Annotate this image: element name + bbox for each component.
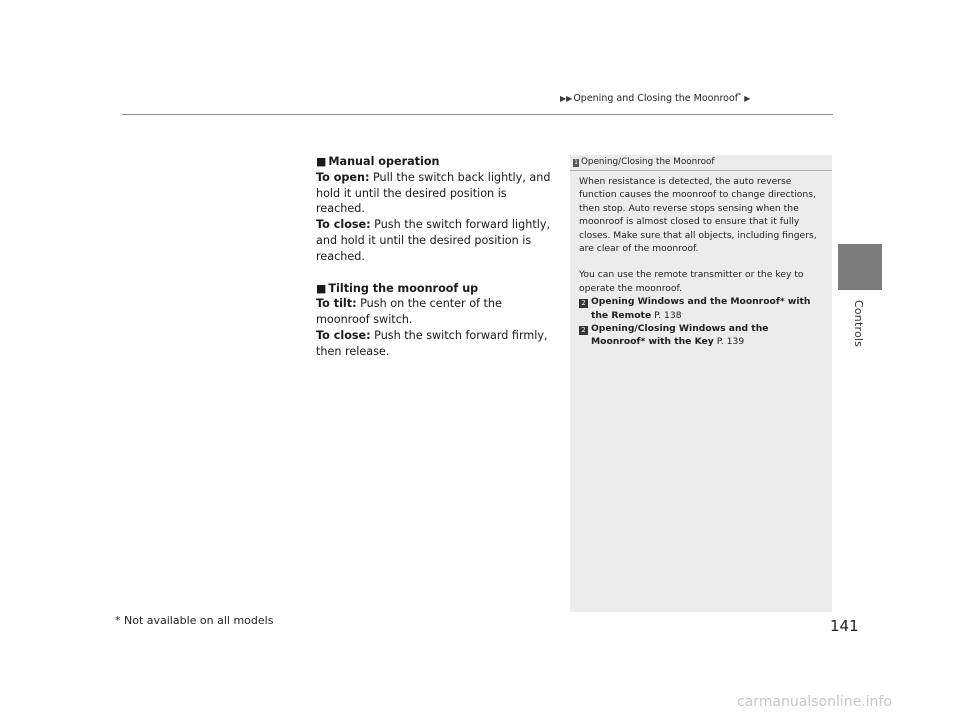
note-marker-icon: 1: [574, 159, 578, 166]
footnote: * Not available on all models: [115, 614, 274, 627]
section-heading-tilt: ■ Tilting the moonroof up: [316, 281, 479, 295]
breadcrumb-text: Opening and Closing the Moonroof: [573, 93, 739, 105]
main-content: [316, 154, 556, 360]
chapter-label: Controls: [852, 300, 865, 348]
xref-arrow-icon: 2: [579, 299, 588, 308]
note-paragraph: When resistance is detected, the auto reverse function causes the moonroof to change directions, then stop. Auto reverse stops sensing when the moonroof is almost closed to ensure that it fully closes. Make sure that all objects, including fingers, are clear of the moonroof.: [579, 176, 817, 255]
breadcrumb-arrow-icon: ▶▶: [560, 94, 573, 104]
xref-link-remote[interactable]: 2 Opening Windows and the Moonroof* with the Remote P. 138: [579, 295, 824, 322]
open-instruction: To open: Pull the switch back lightly, and hold it until the desired position is reached.: [316, 170, 551, 216]
section-heading-manual: ■ Manual operation: [316, 155, 440, 168]
breadcrumb: [560, 92, 751, 104]
watermark: carmanualsonline.info: [737, 694, 892, 710]
chapter-tab: [838, 244, 882, 290]
note-body: [579, 175, 824, 349]
breadcrumb-asterisk: *: [738, 92, 742, 99]
note-title-bar: [570, 155, 832, 171]
side-note: [570, 155, 832, 612]
note-title: 1 Opening/Closing the Moonroof: [574, 157, 715, 167]
breadcrumb-end-arrow-icon: ▶: [744, 94, 751, 104]
square-bullet-icon: ■: [316, 281, 327, 295]
close-instruction: To close: Push the switch forward lightly, and hold it until the desired position is reached.: [316, 218, 550, 263]
tilt-close-instruction: To close: Push the switch forward firmly, then release.: [316, 328, 548, 358]
xref-arrow-icon: 2: [579, 326, 588, 335]
square-bullet-icon: ■: [316, 155, 327, 168]
note-paragraph: You can use the remote transmitter or the key to operate the moonroof.: [579, 269, 804, 294]
page-number: 141: [830, 617, 859, 635]
xref-link-key[interactable]: 2 Opening/Closing Windows and the Moonroof* with the Key P. 139: [579, 322, 824, 349]
header-divider: [122, 114, 833, 115]
tilt-instruction: To tilt: Push on the center of the moonroof switch.: [316, 297, 502, 327]
